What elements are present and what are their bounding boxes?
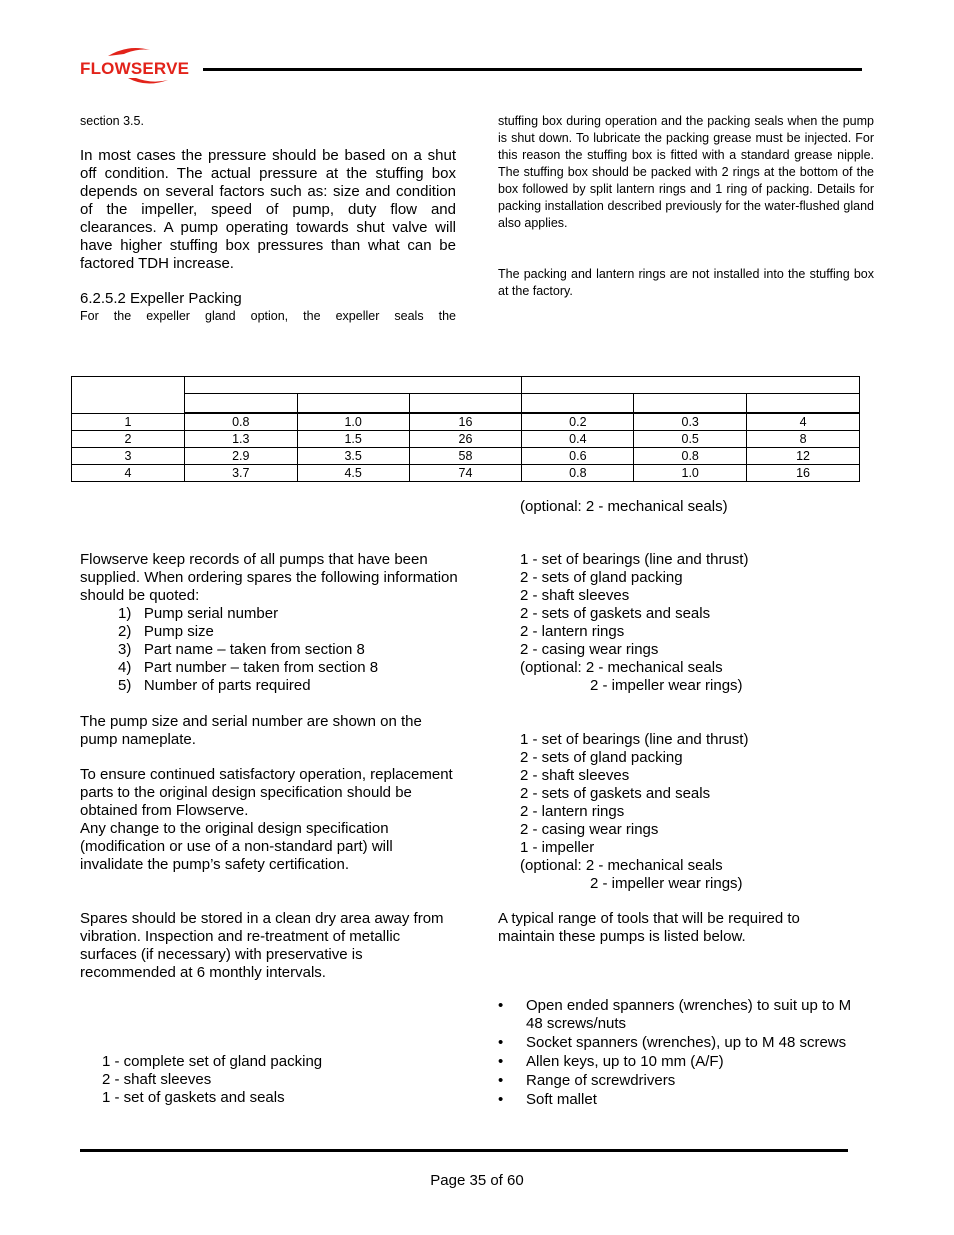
table-cell: 1.3 xyxy=(184,431,297,448)
logo-text: FLOWSERVE xyxy=(80,59,190,78)
list-item: • Allen keys, up to 10 mm (A/F) xyxy=(498,1053,868,1071)
list-item: (optional: 2 - mechanical seals xyxy=(520,659,723,676)
table-row xyxy=(72,414,860,431)
expeller-first-line: For the expeller gland option, the expeller seals the xyxy=(80,309,456,323)
list-item: 2 - casing wear rings xyxy=(520,821,659,838)
table-header-cell xyxy=(72,377,185,414)
list-text: Pump serial number xyxy=(143,605,279,622)
table-cell: 0.8 xyxy=(522,465,634,482)
list-item: 2 - impeller wear rings) xyxy=(590,875,743,892)
table-cell: 0.2 xyxy=(522,414,634,431)
table-cell: 2 xyxy=(72,431,185,448)
table-header-cell xyxy=(184,377,522,394)
tools-list xyxy=(498,997,868,1109)
list-item: 2 - sets of gaskets and seals xyxy=(520,785,711,802)
table-row xyxy=(72,465,860,482)
design-change-paragraph: Any change to the original design specification (modification or use of a non-standard part) will invalidate the pump’s safety certification. xyxy=(80,820,393,873)
table-cell: 0.5 xyxy=(634,431,747,448)
list-item: • Open ended spanners (wrenches) to suit up to M 48 screws/nuts xyxy=(498,997,868,1033)
table-cell: 0.8 xyxy=(184,414,297,431)
list-item: 1 - set of bearings (line and thrust) xyxy=(520,551,749,568)
list-item: 1 - complete set of gland packing xyxy=(102,1053,323,1070)
storage-paragraph: Spares should be stored in a clean dry area away from vibration. Inspection and re-treatment of metallic surfaces (if necessary) with preservative is recommended at 6 monthly intervals. xyxy=(80,910,444,981)
table-cell: 12 xyxy=(747,448,860,465)
startup-optional-line: (optional: 2 - mechanical seals) xyxy=(520,498,728,515)
list-item: (optional: 2 - mechanical seals xyxy=(520,857,723,874)
footer-rule xyxy=(80,1149,848,1152)
tools-intro-paragraph: A typical range of tools that will be required to maintain these pumps is listed below. xyxy=(498,910,800,945)
expeller-paragraph: stuffing box during operation and the packing seals when the pump is shut down. To lubricate the packing grease must be injected. For this reason the stuffing box is fitted with a standard grease nipple. The stuffing box should be packed with 2 rings at the bottom of the box followed by split lantern rings and 1 ring of packing. Details for packing installation described previously for the water-flushed gland also applies. xyxy=(498,114,874,230)
table-cell: 74 xyxy=(409,465,522,482)
table-cell: 3.7 xyxy=(184,465,297,482)
list-item: 2 - sets of gaskets and seals xyxy=(520,605,711,622)
table-header-cell xyxy=(634,394,747,413)
gland-packing-table xyxy=(71,376,860,482)
table-header-row xyxy=(72,377,860,394)
table-cell: 16 xyxy=(409,414,522,431)
list-item xyxy=(80,677,460,695)
table-header-cell xyxy=(409,394,522,413)
list-number: 2) xyxy=(118,623,132,640)
table-cell: 1.0 xyxy=(634,465,747,482)
table-cell: 0.3 xyxy=(634,414,747,431)
list-number: 1) xyxy=(118,605,132,622)
table-row xyxy=(72,431,860,448)
section-reference: section 3.5. xyxy=(80,114,144,128)
startup-spares-list xyxy=(102,1053,442,1107)
records-paragraph: Flowserve keep records of all pumps that have been supplied. When ordering spares the following information should be quoted: xyxy=(80,551,458,604)
table-cell: 26 xyxy=(409,431,522,448)
flowserve-logo xyxy=(80,44,200,88)
nameplate-paragraph: The pump size and serial number are shown on the pump nameplate. xyxy=(80,713,422,748)
list-text: Part number – taken from section 8 xyxy=(143,659,379,676)
list-item xyxy=(80,659,460,677)
factory-paragraph: The packing and lantern rings are not installed into the stuffing box at the factory. xyxy=(498,267,874,298)
table-cell: 16 xyxy=(747,465,860,482)
header-rule xyxy=(203,68,862,71)
order-info-list xyxy=(80,605,460,695)
list-item: 2 - sets of gland packing xyxy=(520,749,683,766)
list-text: Number of parts required xyxy=(143,677,311,694)
table-cell: 1 xyxy=(72,414,185,431)
list-item: 1 - set of bearings (line and thrust) xyxy=(520,731,749,748)
list-item: 2 - lantern rings xyxy=(520,623,625,640)
table-subheader-row xyxy=(72,394,860,413)
list-number: 5) xyxy=(118,677,132,694)
list-item xyxy=(80,623,460,641)
list-text: Pump size xyxy=(143,623,214,640)
list-item: 1 - impeller xyxy=(520,839,595,856)
table-header-cell xyxy=(522,377,860,394)
list-item: 2 - shaft sleeves xyxy=(520,587,630,604)
list-text: Part name – taken from section 8 xyxy=(143,641,365,658)
table-cell: 4.5 xyxy=(297,465,409,482)
table-cell: 0.4 xyxy=(522,431,634,448)
table-cell: 4 xyxy=(747,414,860,431)
table-cell: 3 xyxy=(72,448,185,465)
list-item: • Socket spanners (wrenches), up to M 48 screws xyxy=(498,1034,868,1052)
table-row xyxy=(72,448,860,465)
list-item: 2 - sets of gland packing xyxy=(520,569,683,586)
expeller-heading: 6.2.5.2 Expeller Packing xyxy=(80,290,242,307)
table-cell: 8 xyxy=(747,431,860,448)
table-cell: 58 xyxy=(409,448,522,465)
page-number: Page 35 of 60 xyxy=(430,1172,524,1189)
table-cell: 4 xyxy=(72,465,185,482)
list-number: 4) xyxy=(118,659,132,676)
list-number: 3) xyxy=(118,641,132,658)
table-header-cell xyxy=(522,394,634,413)
list-item: 2 - shaft sleeves xyxy=(520,767,630,784)
table-header-cell xyxy=(184,394,297,413)
table-cell: 3.5 xyxy=(297,448,409,465)
list-item xyxy=(80,605,460,623)
table-cell: 2.9 xyxy=(184,448,297,465)
two-year-spares-list xyxy=(520,551,860,695)
list-item: 2 - casing wear rings xyxy=(520,641,659,658)
pressure-paragraph: In most cases the pressure should be based on a shut off condition. The actual pressure at the stuffing box depends on several factors such as: size and condition of the impeller, speed of pump, duty flow and clearances. A pump operating towards shut valve will have higher stuffing box pressures than what can be factored TDH increase. xyxy=(80,147,456,272)
table-cell: 0.8 xyxy=(634,448,747,465)
table-header-cell xyxy=(297,394,409,413)
table-cell: 1.0 xyxy=(297,414,409,431)
list-item: • Range of screwdrivers xyxy=(498,1072,868,1090)
table-cell: 0.6 xyxy=(522,448,634,465)
table-cell: 1.5 xyxy=(297,431,409,448)
four-year-spares-list xyxy=(520,731,860,893)
list-item: 1 - set of gaskets and seals xyxy=(102,1089,285,1106)
list-item: 2 - impeller wear rings) xyxy=(590,677,743,694)
list-item xyxy=(80,641,460,659)
table-header-cell xyxy=(747,394,860,413)
list-item: 2 - lantern rings xyxy=(520,803,625,820)
list-item: 2 - shaft sleeves xyxy=(102,1071,212,1088)
list-item: • Soft mallet xyxy=(498,1091,868,1109)
continued-operation-paragraph: To ensure continued satisfactory operation, replacement parts to the original design specification should be obtained from Flowserve. xyxy=(80,766,453,819)
